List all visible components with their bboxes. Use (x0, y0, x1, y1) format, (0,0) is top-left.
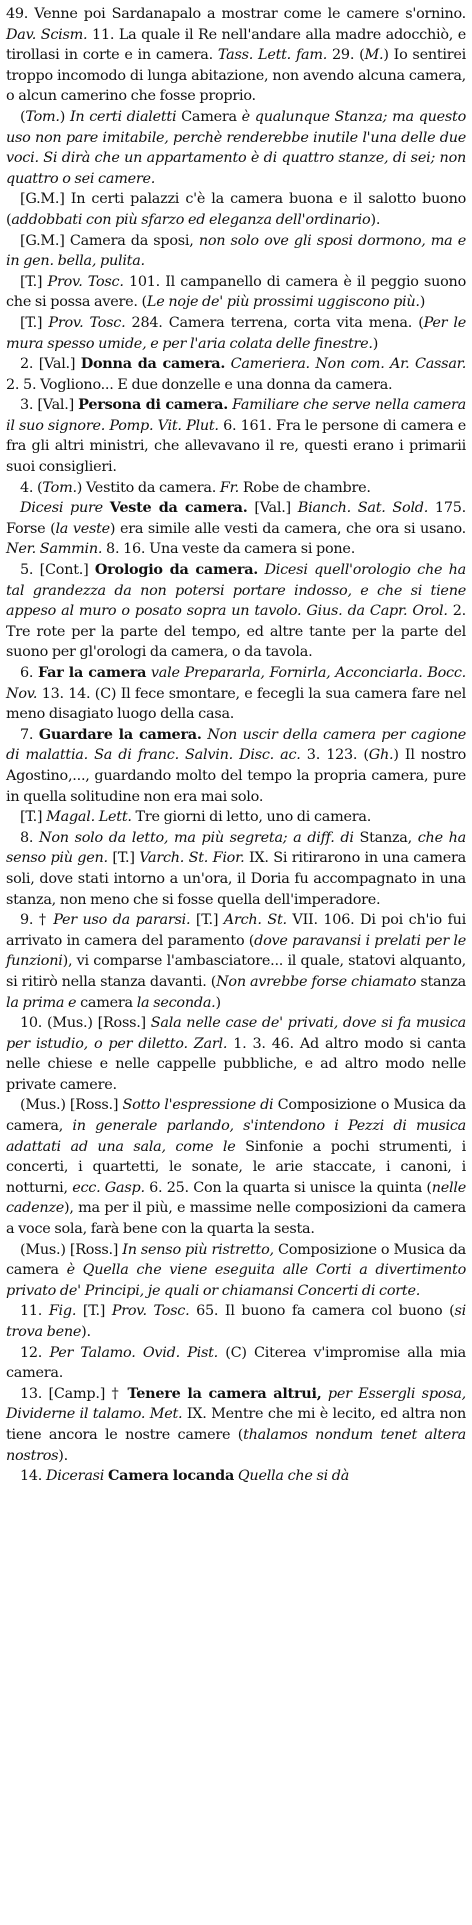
text-run: stanza (416, 973, 466, 990)
text-run: 6. 161. Fra le persone di camera e fra gli altri ministri, che allevavano il re, questi erano i primarii suoi consiglieri. (6, 417, 466, 476)
text-run: (Mus.) [Ross.] (20, 1097, 123, 1114)
text-run: [T.] (20, 314, 49, 331)
entry-paragraph-p49 (6, 4, 466, 107)
text-run: Composizione o Musica da camera (6, 1241, 467, 1279)
text-run: Non avrebbe forse chiamato (216, 973, 417, 990)
text-run: nelle cadenze (6, 1179, 467, 1217)
text-run: M. (364, 47, 384, 64)
text-run: la prima e (6, 994, 77, 1011)
text-run: [G.M.] In certi palazzi c'è la camera buona e il salotto buono ( (6, 191, 466, 228)
text-run: 9. † (20, 912, 54, 929)
entry-paragraph-p4 (6, 478, 466, 499)
text-run: Non uscir della camera per cagione di malattia. Sa di franc. Salvin. Disc. ac. (6, 726, 467, 764)
text-run: dove paravansi i prelati per le funzioni (6, 932, 466, 970)
text-run: ). (81, 1324, 91, 1340)
text-run: Sotto l'espressione di (122, 1097, 274, 1114)
text-run: vale Prepararla, Fornirla, Acconciarla. Bocc. Nov. (6, 665, 467, 702)
text-run: Camera locanda (107, 1467, 235, 1485)
text-run: 284. Camera terrena, corta vita mena. ( (125, 314, 424, 331)
text-run: la seconda. (136, 994, 216, 1011)
text-run: 49. Venne poi Sardanapalo a mostrar come le camere s'ornino. (6, 6, 466, 22)
text-run: ). (370, 211, 381, 228)
text-run: non solo ove gli sposi dormono, ma e in gen. bella, pulita. (6, 232, 467, 270)
text-run: Ner. Sammin. (6, 541, 103, 558)
text-run: ) era simile alle vesti da camera, che ora si usano. (109, 520, 466, 537)
text-run: Varch. St. Fior. (139, 850, 245, 867)
text-run: Far la camera (38, 664, 147, 681)
text-run: 5. [Cont.] (20, 562, 95, 579)
text-run: Gh. (368, 747, 394, 764)
entry-paragraph-p2 (6, 354, 466, 395)
text-run: ) (215, 994, 221, 1011)
text-run: Familiare che serve nella camera il suo signore. Pomp. Vit. Plut. (6, 397, 466, 434)
text-run: Quella che si dà (237, 1468, 350, 1485)
text-run: thalamos nondum tenet altera nostros (6, 1426, 466, 1464)
entry-paragraph-p10b (6, 1095, 466, 1239)
text-run: è Quella che viene eseguita alle Corti a divertimento privato de' Principi, je quali or chiamansi Concerti di corte. (6, 1262, 466, 1299)
entry-paragraph-p6 (6, 663, 466, 725)
text-run: 6. 25. Con la quarta si unisce la quinta ( (144, 1179, 432, 1196)
entry-paragraph-p9 (6, 910, 466, 1013)
text-run: Dicesi quell'orologio che ha tal grandezza da non potersi portare indosso, e che si tiene appeso al muro o posato sopra un tavolo. Gius. da Capr. Orol. (6, 562, 467, 620)
text-run: Fig. (48, 1303, 77, 1320)
text-run: ( (20, 108, 26, 125)
text-run: Veste da camera. (109, 499, 248, 517)
entry-paragraph-p13 (6, 1384, 466, 1466)
text-run: ) (419, 294, 426, 311)
text-run: 13. 14. (C) Il fece smontare, e fecegli la sua camera fare nel meno disagiato luogo della casa. (6, 685, 466, 723)
text-run: In certi dialetti (69, 108, 177, 125)
text-run: Per le mura spesso umide, e per l'aria colata delle finestre. (6, 314, 467, 352)
text-run: Sala nelle case de' privati, dove si fa musica per istudio, o per diletto. Zarl. (6, 1015, 467, 1052)
entry-paragraph-p7 (6, 725, 466, 807)
text-run: Composizione o Musica da camera, (6, 1097, 466, 1135)
text-run: ), vi comparse l'ambasciatore... il quale, statovi alquanto, si ritirò nella stanza davanti. ( (6, 953, 466, 990)
entry-paragraph-p10c (6, 1240, 466, 1302)
text-run: 6. (20, 665, 38, 681)
text-run: ecc. Gasp. (72, 1179, 145, 1196)
text-run: Guardare la camera. (38, 725, 202, 743)
text-run: 10. (Mus.) [Ross.] (20, 1015, 151, 1032)
text-run: Prov. Tosc. (47, 273, 124, 290)
text-run: IX. Si ritirarono in una camera soli, dove stati intorno a un'ora, il Doria fu accompagnato in una stanza, non meno che si fosse quella dell'imperadore. (6, 850, 466, 908)
text-run: Magal. Lett. (46, 809, 132, 826)
text-run: In senso più ristretto, (122, 1241, 274, 1258)
text-run: [T.] (20, 273, 48, 290)
text-run: 8. (20, 829, 40, 846)
text-run: Donna da camera. (80, 355, 226, 373)
text-run: che ha senso più gen. (6, 829, 466, 867)
text-run: (C) Citerea v'impromise alla mia camera. (6, 1344, 466, 1382)
text-run: [T.] (20, 809, 47, 826)
entry-paragraph-p10 (6, 1013, 466, 1095)
text-run: Tre giorni di letto, uno di camera. (131, 809, 372, 826)
text-run: 14. (20, 1468, 46, 1485)
text-run: Fr. (219, 479, 239, 496)
text-run: ) Io sentirei troppo incomodo di lunga abitazione, non avendo alcuna camera, o alcun camerino che fosse proprio. (6, 47, 466, 105)
text-run: 65. Il buono fa camera col buono ( (189, 1303, 455, 1320)
entry-paragraph-p-gm2 (6, 231, 466, 272)
text-run: [Val.] (247, 500, 298, 517)
text-run: la veste (55, 520, 110, 537)
text-run: Le noje de' più prossimi uggiscono più. (146, 294, 420, 311)
text-run: si trova bene (6, 1303, 466, 1340)
text-run: Prov. Tosc. (48, 314, 126, 331)
text-run: [G.M.] Camera da sposi, (20, 232, 199, 249)
text-run: 8. 16. Una veste da camera si pone. (102, 541, 356, 558)
text-run: 12. (20, 1344, 50, 1361)
text-run: [T.] (107, 850, 140, 867)
text-run: addobbati con più sfarzo ed eleganza dell'ordinario (11, 211, 371, 228)
entry-paragraph-p7b (6, 807, 466, 828)
text-run: 2. Tre rote per la parte del tempo, ed altre tante per la parte del suono per gl'orologi da camera, o da tavola. (6, 603, 466, 661)
entry-paragraph-p14 (6, 1466, 466, 1487)
text-run: ) Vestito da camera. (76, 479, 220, 496)
text-run: 2. [Val.] (20, 356, 81, 373)
text-run: Tass. Lett. fam. (217, 47, 328, 64)
text-run: 175. Forse ( (6, 500, 466, 537)
text-run: Arch. St. (223, 912, 287, 929)
entry-paragraph-p4b (6, 498, 466, 560)
text-run: camera (76, 994, 137, 1011)
text-run: Orologio da camera. (94, 561, 259, 579)
text-run: ) Il nostro Agostino,..., guardando molto del tempo la propria camera, pure in quella solitudine non era mai solo. (6, 747, 467, 805)
text-run: 1. 3. 46. Ad altro modo si canta nelle chiese e nelle cappelle pubbliche, e ad altro modo nelle private camere. (6, 1035, 466, 1093)
text-run: Prov. Tosc. (111, 1303, 190, 1320)
text-run: Cameriera. Non com. Ar. Cassar. (230, 356, 467, 373)
text-run: Persona di camera. (78, 396, 228, 414)
entry-paragraph-p-tom1 (6, 107, 466, 189)
text-run: 11. La quale il Re nell'andare alla madre adocchiò, e tirollasi in corte e in camera. (6, 26, 466, 64)
text-run: Tom. (42, 479, 77, 496)
text-run: [T.] (76, 1303, 112, 1320)
text-run: ). (58, 1447, 68, 1464)
text-run: 13. [Camp.] † (20, 1385, 128, 1402)
text-run: VII. 106. Di poi ch'io fui arrivato in camera del paramento ( (6, 912, 466, 949)
text-run: 3. [Val.] (20, 397, 79, 414)
entry-paragraph-p5 (6, 560, 466, 663)
text-run: (Mus.) [Ross.] (20, 1241, 123, 1258)
text-run: [T.] (190, 912, 224, 929)
text-run: Dicerasi (45, 1468, 105, 1485)
entry-paragraph-p-t2 (6, 313, 466, 354)
text-run: 2. 5. Vogliono... E due donzelle e una donna da camera. (6, 376, 393, 393)
entry-paragraph-p8 (6, 828, 466, 910)
text-run: Robe de chambre. (239, 479, 371, 496)
text-run: Camera (176, 108, 242, 125)
text-run: in generale parlando, s'intendono i Pezzi di musica adattati ad una sala, come le (6, 1118, 466, 1155)
text-run: Tenere la camera altrui, (127, 1384, 322, 1402)
text-run (103, 500, 110, 516)
entry-paragraph-p11 (6, 1301, 466, 1342)
text-run: 4. ( (20, 479, 43, 496)
text-run: Per uso da pararsi. (53, 912, 191, 929)
text-run: Bianch. Sat. Sold. (297, 500, 429, 517)
text-run: Stanza, (353, 829, 418, 846)
entry-paragraph-p-t1 (6, 272, 466, 313)
text-run: IX. Mentre che mi è lecito, ed altra non tiene ancora le nostre camere ( (6, 1406, 466, 1443)
text-run: Dav. Scism. (6, 26, 88, 43)
text-run: 101. Il campanello di camera è il peggio suono che si possa avere. ( (6, 273, 466, 311)
text-run: è qualunque Stanza; ma questo uso non pare imitabile, perchè renderebbe inutile l'una delle due voci. Si dirà che un appartamento è di quattro stanze, di sei; non quattro o sei camere. (6, 108, 466, 187)
text-run: 7. (20, 726, 39, 743)
text-run: Sinfonie a pochi strumenti, i concerti, i quartetti, le sonate, le arie staccate, i canoni, i notturni, (6, 1138, 466, 1196)
entry-paragraph-p12 (6, 1343, 466, 1384)
text-run: ) (372, 335, 379, 352)
entry-paragraph-p-gm1 (6, 189, 466, 230)
text-run: 11. (20, 1303, 49, 1320)
entry-paragraph-p3 (6, 395, 466, 477)
text-run: Dicesi pure (20, 500, 103, 517)
text-run: per Essergli sposa, Dividerne il talamo. Met. (6, 1385, 466, 1423)
text-run: Tom. (25, 108, 60, 125)
text-run: 29. ( (327, 47, 365, 64)
text-run: ), ma per il più, e massime nelle composizioni da camera a voce sola, farà bene con la quarta la sesta. (6, 1200, 466, 1238)
text-run: 3. 123. ( (300, 747, 369, 764)
text-run: ) (59, 108, 70, 125)
text-run: Non solo da letto, ma più segreta; a diff. di (39, 829, 354, 846)
text-run: Per Talamo. Ovid. Pist. (49, 1344, 218, 1361)
